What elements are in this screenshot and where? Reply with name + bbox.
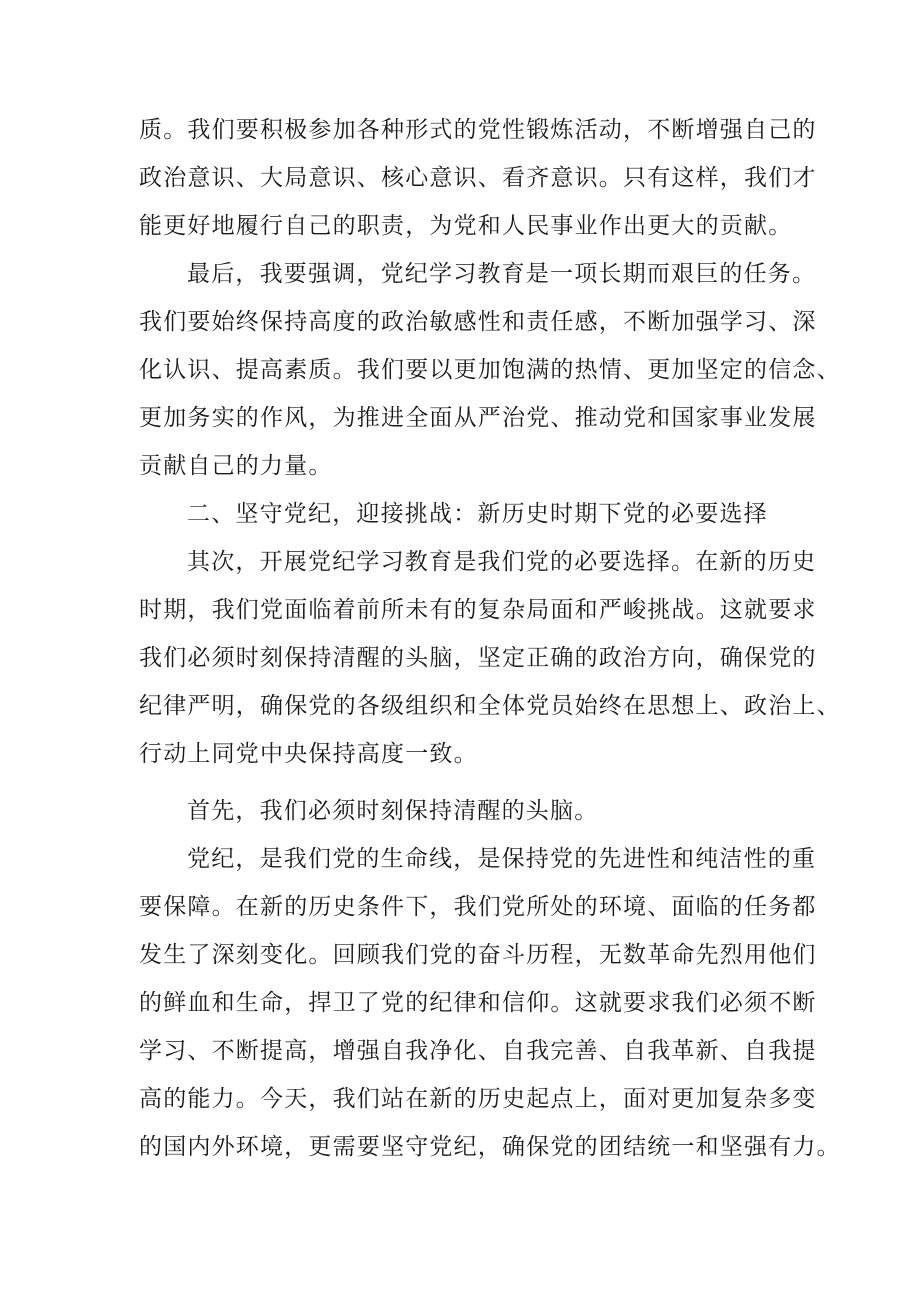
section-heading: 二、坚守党纪，迎接挑战：新历史时期下党的必要选择 [187, 501, 768, 527]
text-line-11: 时期，我们党面临着前所未有的复杂局面和严峻挑战。这就要求 [139, 597, 817, 623]
text-line-7: 更加务实的作风，为推进全面从严治党、推动党和国家事业发展 [139, 405, 817, 431]
text-line-21: 高的能力。今天，我们站在新的历史起点上，面对更加复杂多变 [139, 1086, 817, 1112]
text-line-8: 贡献自己的力量。 [139, 453, 333, 479]
text-line-19: 的鲜血和生命，捍卫了党的纪律和信仰。这就要求我们必须不断 [139, 990, 817, 1016]
text-line-15: 首先，我们必须时刻保持清醒的头脑。 [187, 798, 599, 824]
text-line-20: 学习、不断提高，增强自我净化、自我完善、自我革新、自我提 [139, 1038, 817, 1064]
text-line-22: 的国内外环境，更需要坚守党纪，确保党的团结统一和坚强有力。 [139, 1134, 841, 1160]
text-line-16: 党纪，是我们党的生命线，是保持党的先进性和纯洁性的重 [187, 846, 817, 872]
text-line-1: 质。我们要积极参加各种形式的党性锻炼活动，不断增强自己的 [139, 117, 817, 143]
text-line-2: 政治意识、大局意识、核心意识、看齐意识。只有这样，我们才 [139, 165, 817, 191]
text-line-17: 要保障。在新的历史条件下，我们党所处的环境、面临的任务都 [139, 894, 817, 920]
text-line-18: 发生了深刻变化。回顾我们党的奋斗历程，无数革命先烈用他们 [139, 942, 817, 968]
text-line-13: 纪律严明，确保党的各级组织和全体党员始终在思想上、政治上、 [139, 693, 841, 719]
text-line-5: 我们要始终保持高度的政治敏感性和责任感，不断加强学习、深 [139, 309, 817, 335]
text-line-6: 化认识、提高素质。我们要以更加饱满的热情、更加坚定的信念、 [139, 357, 841, 383]
text-line-3: 能更好地履行自己的职责，为党和人民事业作出更大的贡献。 [139, 213, 793, 239]
text-line-12: 我们必须时刻保持清醒的头脑，坚定正确的政治方向，确保党的 [139, 645, 817, 671]
text-line-4: 最后，我要强调，党纪学习教育是一项长期而艰巨的任务。 [187, 261, 817, 287]
text-line-14: 行动上同党中央保持高度一致。 [139, 741, 478, 767]
text-line-10: 其次，开展党纪学习教育是我们党的必要选择。在新的历史 [187, 549, 817, 575]
